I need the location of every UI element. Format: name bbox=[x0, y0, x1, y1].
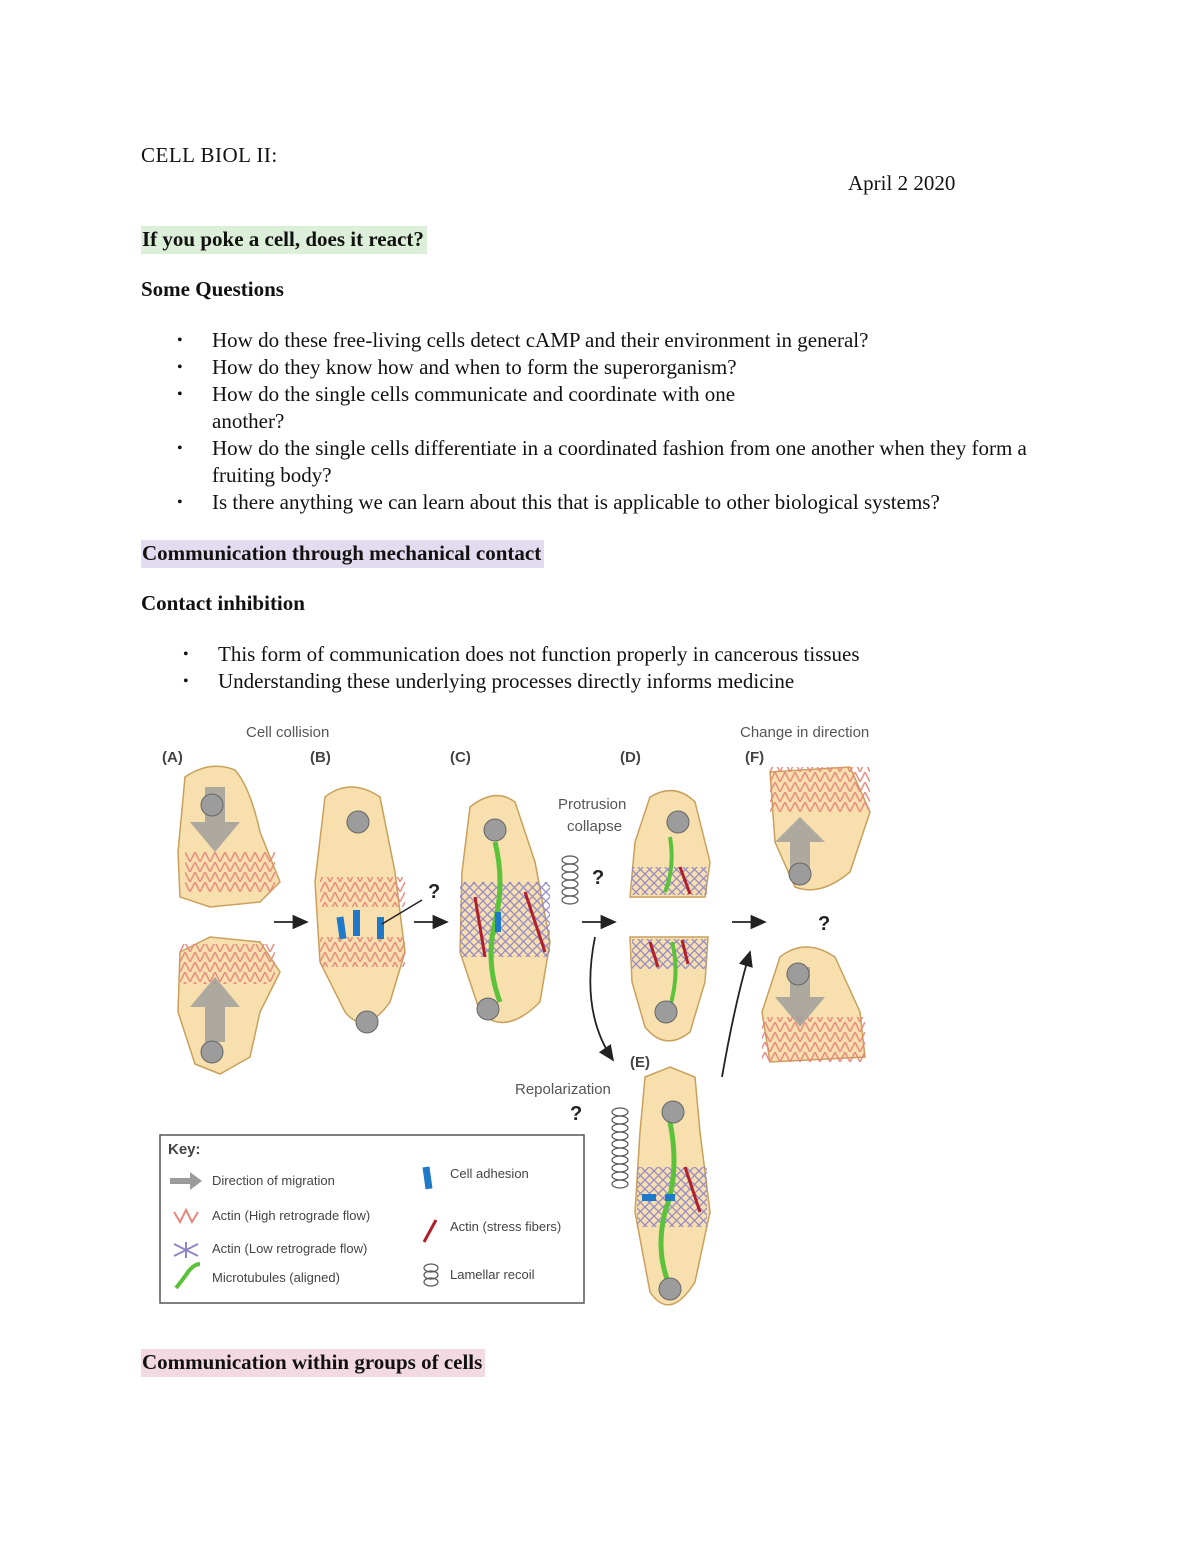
list-item: • How do these free-living cells detect cAMP and their environment in general? bbox=[177, 328, 869, 352]
key-actin-low: Actin (Low retrograde flow) bbox=[212, 1241, 368, 1256]
figure-key bbox=[160, 1135, 584, 1303]
label-collapse: collapse bbox=[567, 818, 623, 835]
list-item: • How do they know how and when to form the superorganism? bbox=[177, 355, 737, 379]
panel-f bbox=[762, 767, 870, 1062]
key-actin-high: Actin (High retrograde flow) bbox=[212, 1208, 371, 1223]
subheading-contact-inhibition: Contact inhibition bbox=[141, 591, 305, 615]
list-item: • How do the single cells communicate and coordinate with one another? bbox=[177, 382, 736, 433]
panel-label-b: (B) bbox=[310, 749, 331, 766]
key-stress-fibers: Actin (stress fibers) bbox=[450, 1219, 562, 1234]
bullet-icon: • bbox=[177, 440, 183, 457]
key-adhesion: Cell adhesion bbox=[450, 1166, 529, 1181]
subheading-some-questions: Some Questions bbox=[141, 277, 284, 301]
key-microtubules: Microtubules (aligned) bbox=[212, 1270, 340, 1285]
label-protrusion: Protrusion bbox=[558, 796, 627, 813]
panel-a bbox=[178, 766, 280, 1074]
question-mark: ? bbox=[428, 881, 441, 903]
label-cell-collision: Cell collision bbox=[246, 724, 330, 741]
panel-e bbox=[635, 1067, 710, 1305]
panel-label-e: (E) bbox=[630, 1054, 650, 1071]
key-lamellar-recoil: Lamellar recoil bbox=[450, 1267, 535, 1282]
label-change-in-direction: Change in direction bbox=[740, 724, 870, 741]
section-heading-groups: Communication within groups of cells bbox=[141, 1349, 485, 1377]
panel-label-d: (D) bbox=[620, 749, 641, 766]
panel-label-c: (C) bbox=[450, 749, 471, 766]
contact-inhibition-figure bbox=[150, 712, 900, 1332]
panel-label-a: (A) bbox=[162, 749, 183, 766]
contact-inhibition-list bbox=[183, 641, 1078, 695]
lamellar-recoil-icon bbox=[612, 1108, 628, 1188]
section-heading-poke: If you poke a cell, does it react? bbox=[141, 226, 427, 254]
list-item: • Is there anything we can learn about this that is applicable to other biological systems? bbox=[177, 490, 940, 514]
bullet-icon: • bbox=[183, 673, 189, 690]
panel-c bbox=[460, 796, 550, 1023]
bullet-icon: • bbox=[183, 646, 189, 663]
section-heading-mechanical-contact: Communication through mechanical contact bbox=[141, 540, 544, 568]
document-date: April 2 2020 bbox=[848, 171, 956, 195]
key-migration: Direction of migration bbox=[212, 1173, 335, 1188]
label-repolarization: Repolarization bbox=[515, 1081, 611, 1098]
panel-b bbox=[315, 787, 440, 1033]
lamellar-recoil-icon bbox=[562, 856, 578, 904]
questions-list bbox=[177, 327, 1082, 516]
key-title: Key: bbox=[168, 1141, 201, 1158]
panel-d bbox=[630, 791, 710, 1041]
list-item: • Understanding these underlying processes directly informs medicine bbox=[183, 669, 795, 693]
bullet-icon: • bbox=[177, 359, 183, 376]
question-mark: ? bbox=[570, 1103, 583, 1125]
course-title: CELL BIOL II: bbox=[141, 143, 278, 167]
question-mark: ? bbox=[592, 867, 605, 889]
panel-label-f: (F) bbox=[745, 749, 765, 766]
bullet-icon: • bbox=[177, 332, 183, 349]
bullet-icon: • bbox=[177, 386, 183, 403]
list-item: • This form of communication does not function properly in cancerous tissues bbox=[183, 642, 860, 666]
list-item: • How do the single cells differentiate in a coordinated fashion from one another when they form a fruiting body? bbox=[177, 436, 1027, 487]
question-mark: ? bbox=[818, 913, 831, 935]
bullet-icon: • bbox=[177, 494, 183, 511]
